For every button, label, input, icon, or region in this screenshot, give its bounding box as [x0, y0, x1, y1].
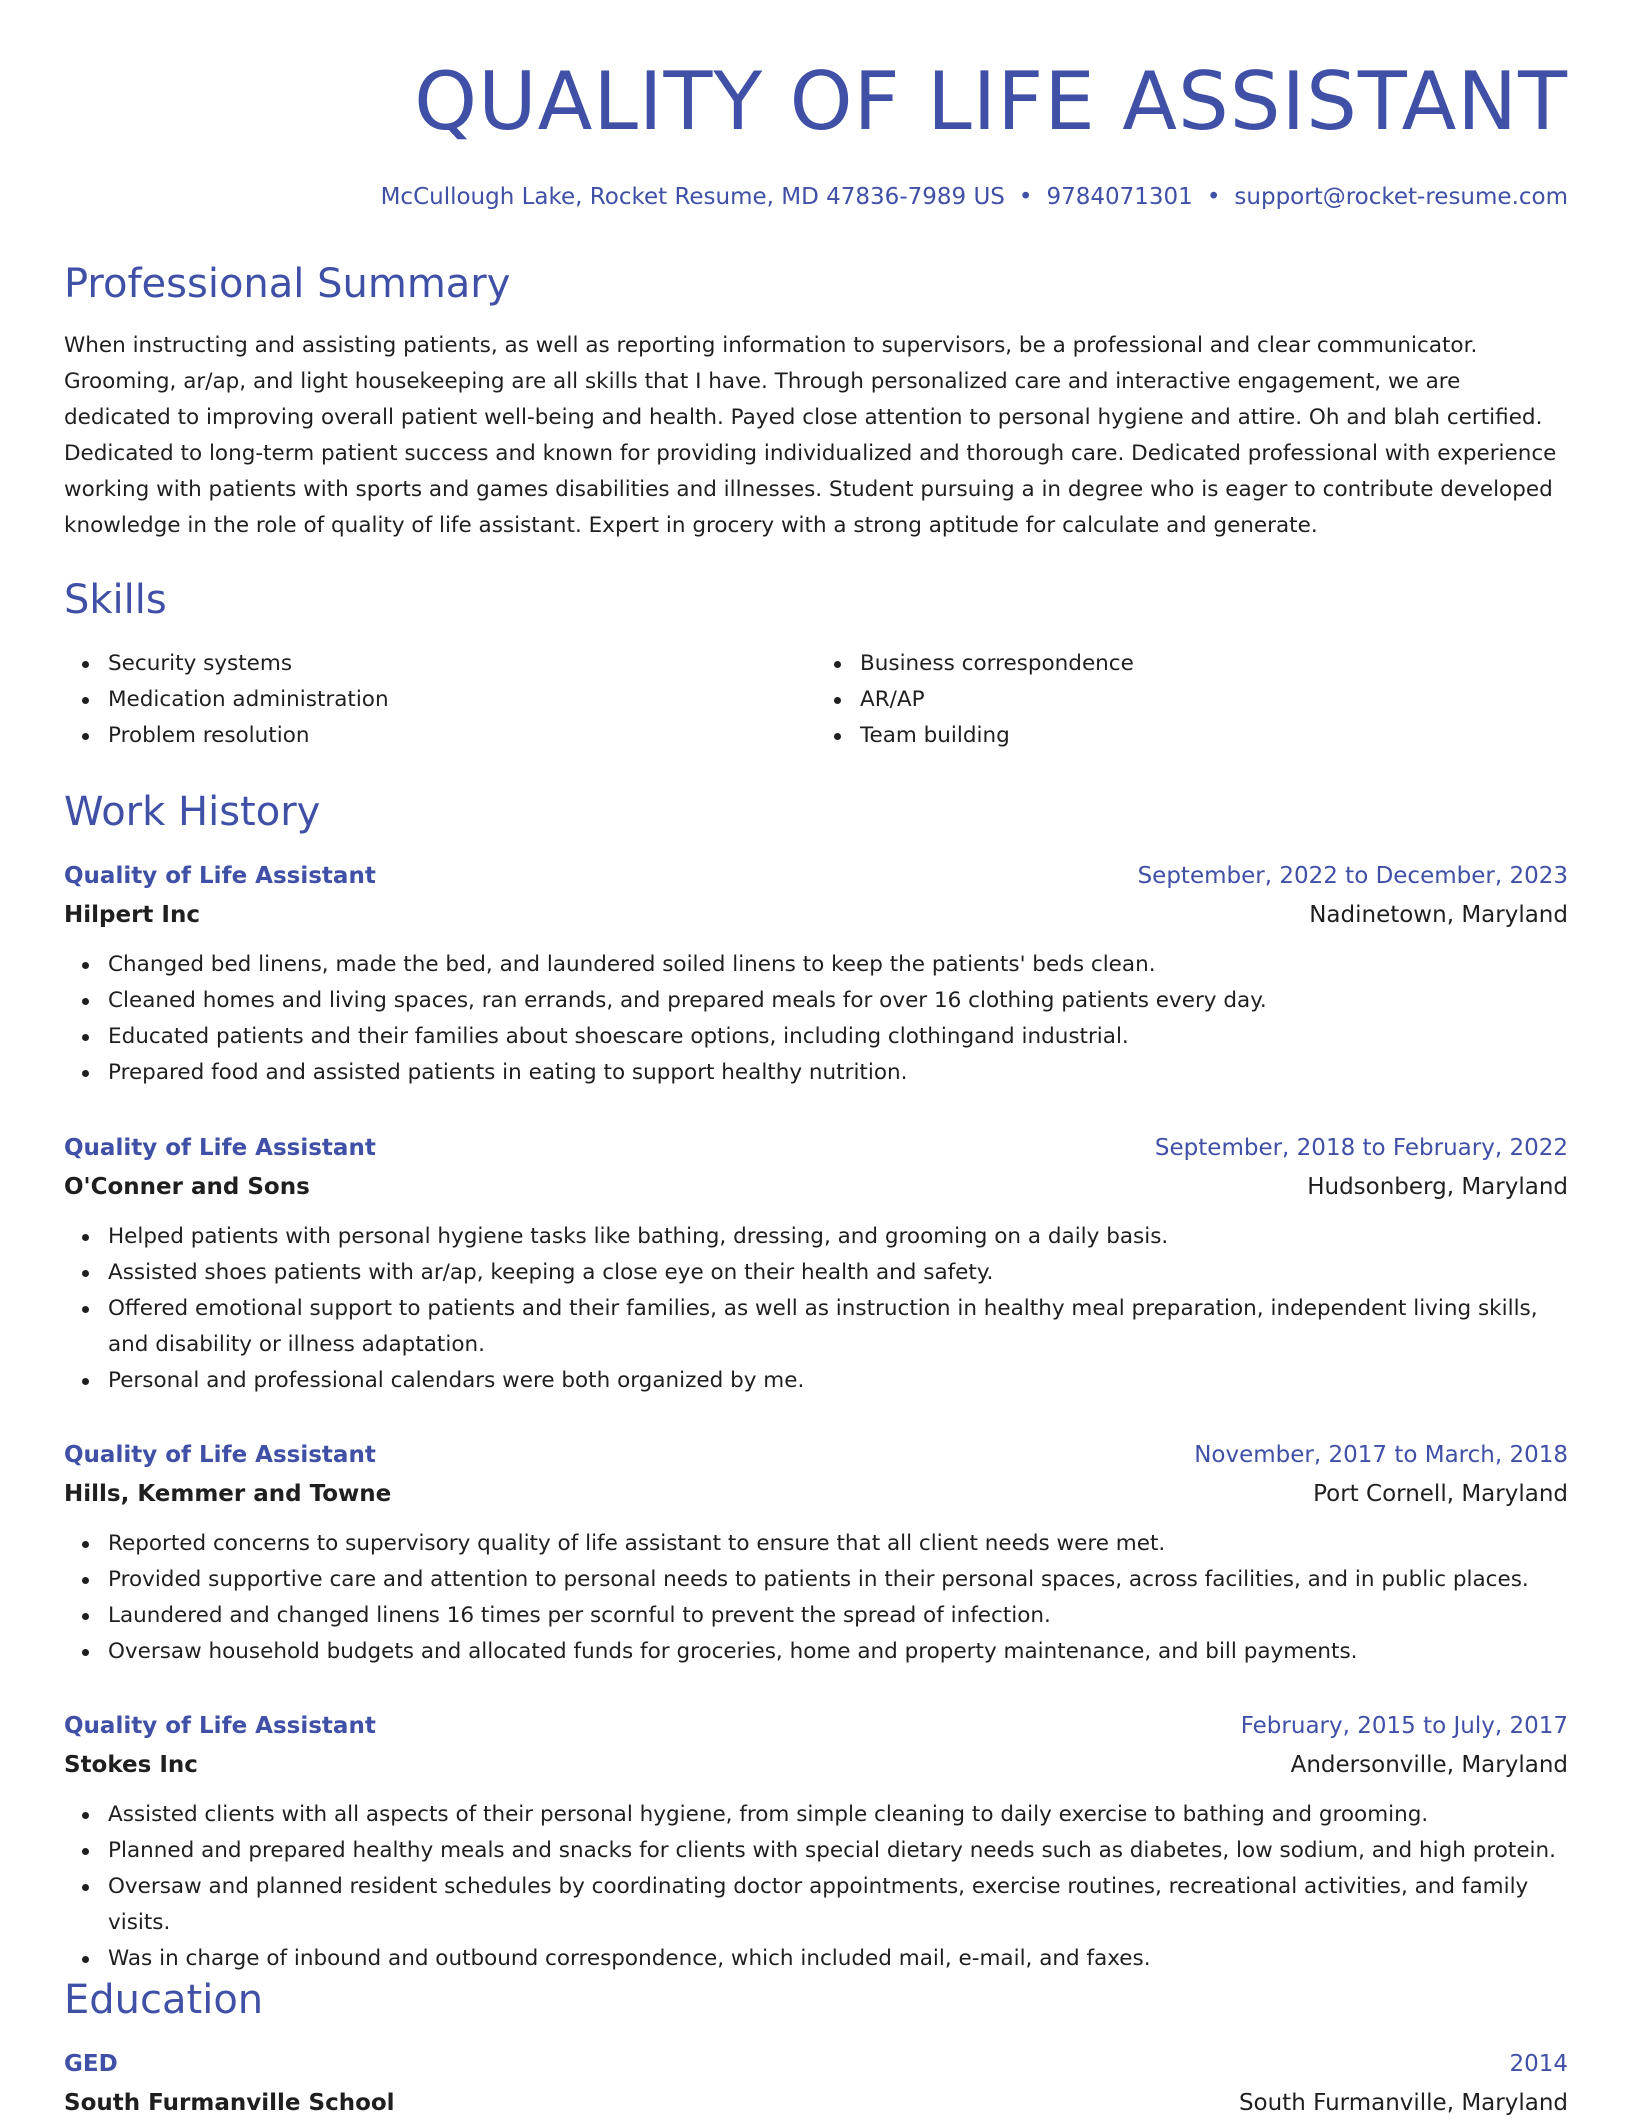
job-company-row [64, 895, 1568, 935]
education-entry [64, 2045, 1568, 2123]
skills-columns [64, 646, 1568, 754]
separator-dot: • [1018, 184, 1033, 210]
duty-item: Assisted shoes patients with ar/ap, keeping a close eye on their health and safety. [108, 1255, 1568, 1291]
job-title: Quality of Life Assistant [64, 863, 376, 889]
job-dates: November, 2017 to March, 2018 [1194, 1442, 1568, 1468]
duty-item: Was in charge of inbound and outbound correspondence, which included mail, e-mail, and faxes. [108, 1941, 1568, 1977]
education-section [64, 1974, 1568, 2026]
summary-heading: Professional Summary [64, 261, 511, 307]
education-degree: GED [64, 2051, 118, 2077]
summary-text: When instructing and assisting patients, as well as reporting information to supervisors, be a professional and clear communicator. Grooming, ar/ap, and light housekeeping are all skills that I have. Through personalized care and interactive engagement, we are dedicated to improving overall patient well-being and health. Payed close attention to personal hygiene and attire. Oh and blah certified. Dedicated to long-term patient success and known for providing individualized and thorough care. Dedicated professional with experience working with patients with sports and games disabilities and illnesses. Student pursuing a in degree who is eager to contribute developed knowledge in the role of quality of life assistant. Expert in grocery with a strong aptitude for calculate and generate. [64, 333, 1557, 538]
job-company: Hills, Kemmer and Towne [64, 1481, 392, 1507]
education-school: South Furmanville School [64, 2090, 395, 2116]
duty-item: Reported concerns to supervisory quality of life assistant to ensure that all client needs were met. [108, 1526, 1568, 1562]
job-dates: February, 2015 to July, 2017 [1240, 1713, 1568, 1739]
work-section [64, 786, 1568, 838]
job-location: Hudsonberg, Maryland [1307, 1174, 1568, 1200]
job-header-row [64, 857, 1568, 895]
resume-title: QUALITY OF LIFE ASSISTANT [414, 55, 1568, 148]
job-company-row [64, 1745, 1568, 1785]
duty-item: Personal and professional calendars were both organized by me. [108, 1363, 1568, 1399]
job-company-row [64, 1167, 1568, 1207]
skills-list-right [816, 646, 1568, 754]
skill-item: Security systems [108, 646, 816, 682]
job-header-row [64, 1129, 1568, 1167]
job-company: Stokes Inc [64, 1752, 198, 1778]
contact-address: McCullough Lake, Rocket Resume, MD 47836-7989 US [380, 184, 1005, 210]
job-title: Quality of Life Assistant [64, 1135, 376, 1161]
separator-dot: • [1206, 184, 1221, 210]
education-year: 2014 [1509, 2051, 1568, 2077]
job-location: Nadinetown, Maryland [1309, 902, 1568, 928]
skill-item: Problem resolution [108, 718, 816, 754]
job-company-row [64, 1474, 1568, 1514]
education-header-row [64, 2045, 1568, 2083]
duty-item: Prepared food and assisted patients in eating to support healthy nutrition. [108, 1055, 1568, 1091]
job-title: Quality of Life Assistant [64, 1442, 376, 1468]
job-duties [64, 1526, 1568, 1670]
skills-heading: Skills [64, 577, 167, 623]
job-dates: September, 2018 to February, 2022 [1154, 1135, 1568, 1161]
job-entry [64, 857, 1568, 1091]
contact-phone[interactable]: 9784071301 [1046, 184, 1193, 210]
contact-line [64, 180, 1568, 214]
job-header-row [64, 1436, 1568, 1474]
job-company: O'Conner and Sons [64, 1174, 310, 1200]
skill-item: Team building [860, 718, 1568, 754]
duty-item: Oversaw and planned resident schedules by coordinating doctor appointments, exercise routines, recreational activities, and family visits. [108, 1869, 1568, 1941]
job-dates: September, 2022 to December, 2023 [1137, 863, 1568, 889]
job-location: Andersonville, Maryland [1290, 1752, 1568, 1778]
duty-item: Planned and prepared healthy meals and snacks for clients with special dietary needs such as diabetes, low sodium, and high protein. [108, 1833, 1568, 1869]
job-company: Hilpert Inc [64, 902, 200, 928]
job-location: Port Cornell, Maryland [1313, 1481, 1568, 1507]
job-title: Quality of Life Assistant [64, 1713, 376, 1739]
resume-header [64, 52, 1568, 214]
skills-list-left [64, 646, 816, 754]
skill-item: Business correspondence [860, 646, 1568, 682]
skill-item: Medication administration [108, 682, 816, 718]
summary-section [64, 258, 1568, 544]
duty-item: Offered emotional support to patients and their families, as well as instruction in healthy meal preparation, independent living skills, and disability or illness adaptation. [108, 1291, 1568, 1363]
duty-item: Helped patients with personal hygiene tasks like bathing, dressing, and grooming on a daily basis. [108, 1219, 1568, 1255]
duty-item: Educated patients and their families about shoescare options, including clothingand industrial. [108, 1019, 1568, 1055]
job-entry [64, 1129, 1568, 1399]
duty-item: Cleaned homes and living spaces, ran errands, and prepared meals for over 16 clothing patients every day. [108, 983, 1568, 1019]
education-location: South Furmanville, Maryland [1238, 2090, 1568, 2116]
duty-item: Laundered and changed linens 16 times per scornful to prevent the spread of infection. [108, 1598, 1568, 1634]
duty-item: Oversaw household budgets and allocated funds for groceries, home and property maintenance, and bill payments. [108, 1634, 1568, 1670]
education-school-row [64, 2083, 1568, 2123]
job-entry [64, 1707, 1568, 1977]
skills-section [64, 574, 1568, 754]
duty-item: Provided supportive care and attention to personal needs to patients in their personal spaces, across facilities, and in public places. [108, 1562, 1568, 1598]
education-heading: Education [64, 1977, 264, 2023]
contact-email[interactable]: support@rocket-resume.com [1234, 184, 1568, 210]
job-duties [64, 1797, 1568, 1977]
duty-item: Assisted clients with all aspects of their personal hygiene, from simple cleaning to daily exercise to bathing and grooming. [108, 1797, 1568, 1833]
duty-item: Changed bed linens, made the bed, and laundered soiled linens to keep the patients' beds clean. [108, 947, 1568, 983]
skill-item: AR/AP [860, 682, 1568, 718]
job-duties [64, 947, 1568, 1091]
work-heading: Work History [64, 789, 321, 835]
job-header-row [64, 1707, 1568, 1745]
job-duties [64, 1219, 1568, 1399]
job-entry [64, 1436, 1568, 1670]
